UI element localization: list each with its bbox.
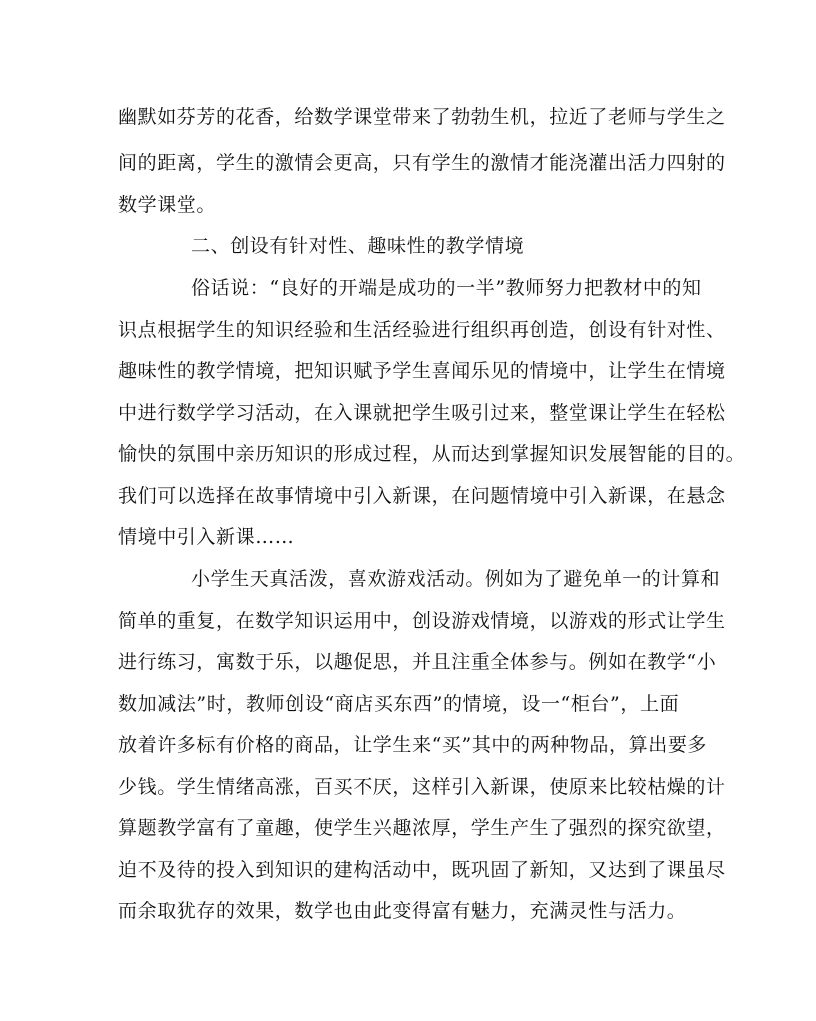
section-heading: 二、创设有针对性、趣味性的教学情境 — [191, 235, 525, 257]
text-line-13: 简单的重复，在数学知识运用中，创设游戏情境，以游戏的形式让学生 — [118, 610, 726, 632]
text-line-20: 而余取犹存的效果，数学也由此变得富有魅力，充满灵性与活力。 — [118, 900, 687, 922]
text-line-19: 迫不及待的投入到知识的建构活动中，既巩固了新知，又达到了课虽尽 — [118, 859, 726, 881]
text-line-17: 少钱。学生情绪高涨，百买不厌，这样引入新课，使原来比较枯燥的计 — [118, 776, 726, 798]
text-line-8: 中进行数学学习活动，在入课就把学生吸引过来，整堂课让学生在轻松 — [118, 402, 726, 424]
text-line-6: 识点根据学生的知识经验和生活经验进行组织再创造，创设有针对性、 — [118, 319, 726, 341]
text-line-2: 间的距离，学生的激情会更高，只有学生的激情才能浇灌出活力四射的 — [118, 152, 726, 174]
text-line-1: 幽默如芬芳的花香，给数学课堂带来了勃勃生机，拉近了老师与学生之 — [118, 106, 726, 128]
text-line-15: 数加减法”时，教师创设“商店买东西”的情境，设一“柜台”，上面 — [118, 693, 680, 715]
text-line-5: 俗话说：“良好的开端是成功的一半”教师努力把教材中的知 — [191, 277, 702, 299]
text-line-11: 情境中引入新课…… — [118, 526, 295, 548]
text-line-7: 趣味性的教学情境，把知识赋予学生喜闻乐见的情境中，让学生在情境 — [118, 360, 726, 382]
text-line-14: 进行练习，寓数于乐，以趣促思，并且注重全体参与。例如在教学“小 — [118, 651, 717, 673]
text-line-9: 愉快的氛围中亲历知识的形成过程，从而达到掌握知识发展智能的目的。 — [118, 443, 746, 465]
text-line-10: 我们可以选择在故事情境中引入新课，在问题情境中引入新课，在悬念 — [118, 485, 726, 507]
text-line-12: 小学生天真活泼，喜欢游戏活动。例如为了避免单一的计算和 — [191, 568, 721, 590]
text-line-3: 数学课堂。 — [118, 194, 217, 216]
text-line-16: 放着许多标有价格的商品，让学生来“买”其中的两种物品，算出要多 — [118, 734, 708, 756]
text-line-18: 算题教学富有了童趣，使学生兴趣浓厚，学生产生了强烈的探究欲望， — [118, 817, 726, 839]
